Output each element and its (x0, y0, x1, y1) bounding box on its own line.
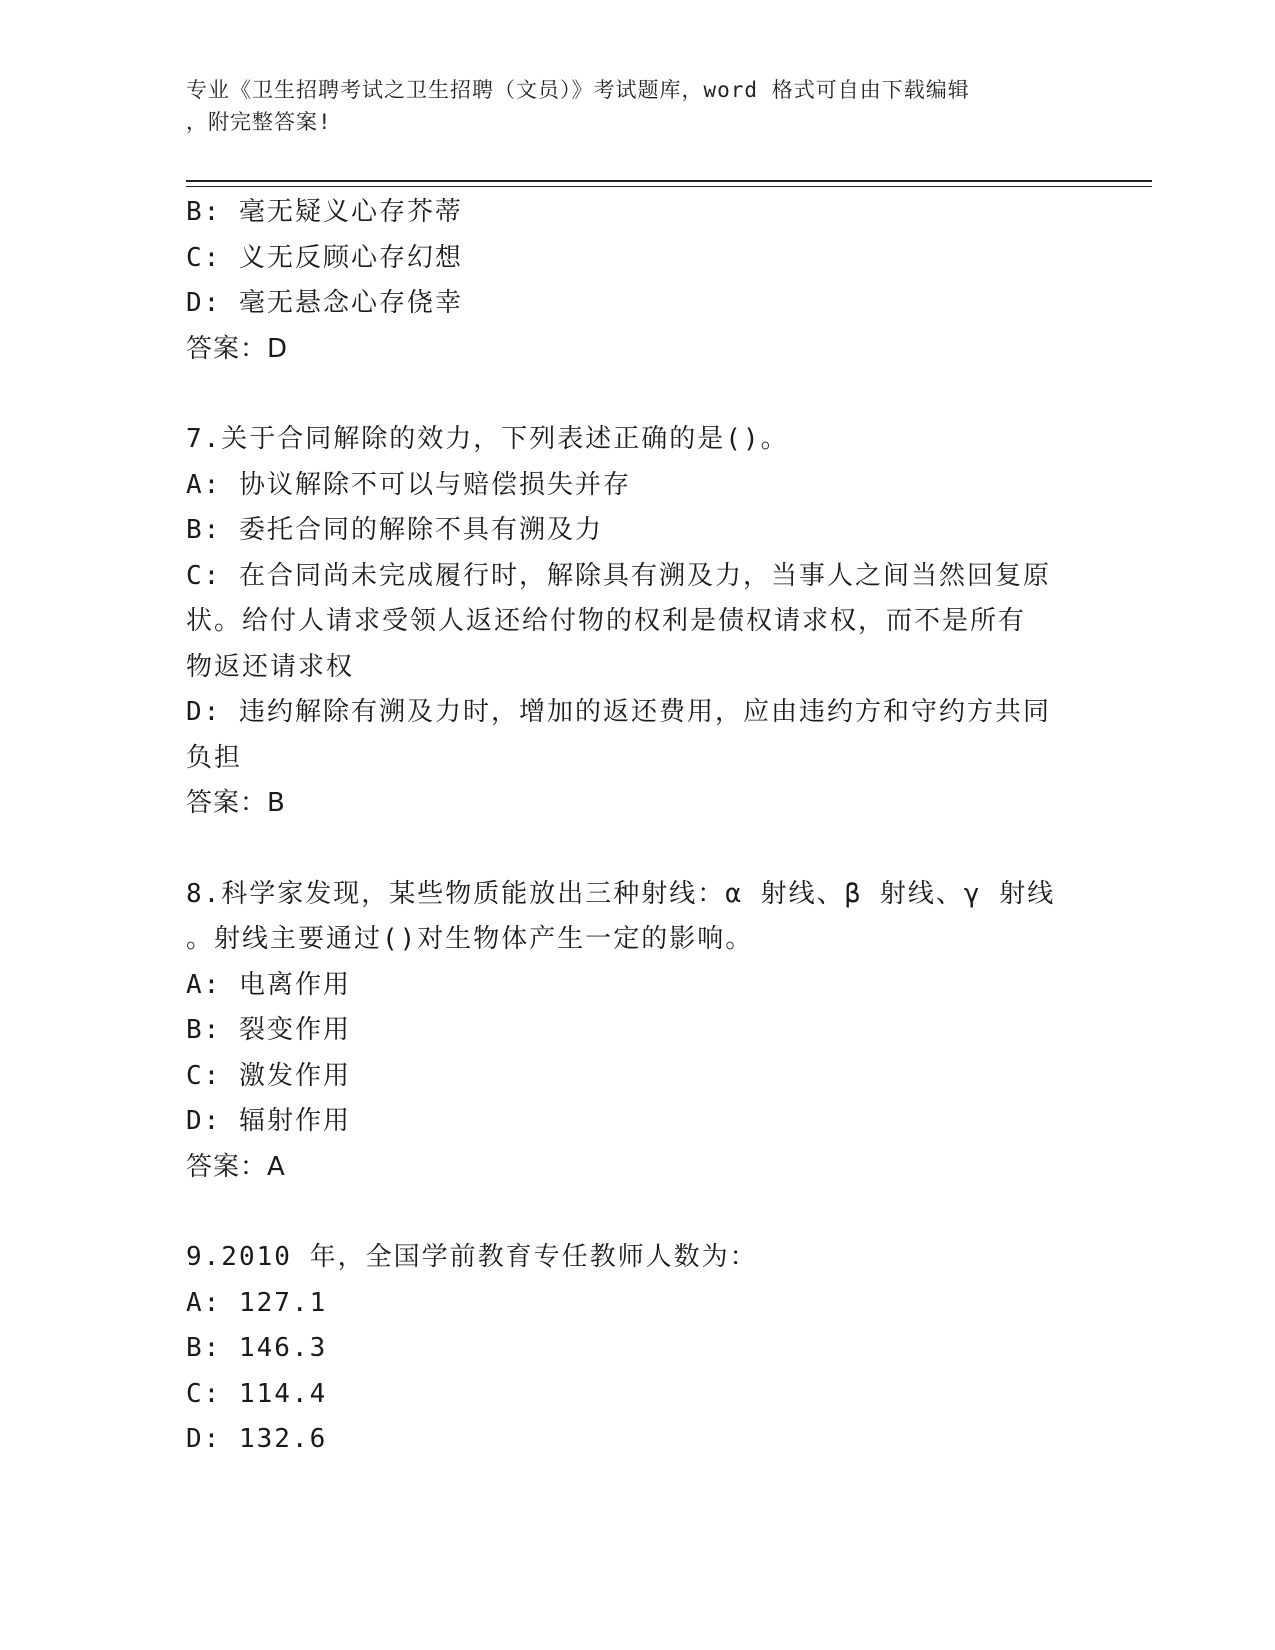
question-text-line-1: 8.科学家发现，某些物质能放出三种射线：α 射线、β 射线、γ 射线 (186, 878, 1056, 909)
question-8 (186, 872, 1086, 1191)
header-rule-thin (186, 186, 1152, 187)
option-c-line-1: C: 在合同尚未完成履行时，解除具有溯及力，当事人之间当然回复原 (186, 560, 1051, 591)
spacer (186, 827, 1086, 872)
answer: 答案：A (186, 1151, 286, 1182)
question-9 (186, 1235, 1086, 1463)
question-text: 9.2010 年，全国学前教育专任教师人数为： (186, 1242, 758, 1272)
document-header (186, 74, 1066, 138)
answer: 答案：B (186, 788, 286, 818)
option-b: B: 毫无疑义心存芥蒂 (186, 197, 463, 227)
option-a: A: 协议解除不可以与赔偿损失并存 (186, 469, 631, 500)
option-b: B: 146.3 (186, 1333, 328, 1363)
option-d: D: 辐射作用 (186, 1106, 351, 1136)
question-list (186, 190, 1086, 1463)
question-7 (186, 417, 1086, 827)
option-d-line-2: 负担 (186, 742, 243, 773)
header-line-2: ，附完整答案! (186, 110, 332, 134)
answer: 答案：D (186, 333, 289, 364)
option-a: A: 电离作用 (186, 969, 351, 1000)
option-c: C: 激发作用 (186, 1060, 351, 1091)
option-b: B: 委托合同的解除不具有溯及力 (186, 515, 603, 545)
option-d: D: 132.6 (186, 1424, 328, 1454)
option-b: B: 裂变作用 (186, 1015, 351, 1045)
spacer (186, 372, 1086, 417)
header-line-1: 专业《卫生招聘考试之卫生招聘（文员）》考试题库，word 格式可自由下载编辑 (186, 78, 970, 102)
option-a: A: 127.1 (186, 1287, 328, 1318)
question-text: 7.关于合同解除的效力，下列表述正确的是()。 (186, 424, 789, 454)
option-c: C: 114.4 (186, 1378, 328, 1409)
option-c-line-2: 状。给付人请求受领人返还给付物的权利是债权请求权，而不是所有 (186, 606, 1027, 636)
option-d: D: 毫无悬念心存侥幸 (186, 288, 463, 318)
spacer (186, 1190, 1086, 1235)
option-d-line-1: D: 违约解除有溯及力时，增加的返还费用，应由违约方和守约方共同 (186, 697, 1051, 727)
question-6 (186, 190, 1086, 372)
question-text-line-2: 。射线主要通过()对生物体产生一定的影响。 (186, 924, 754, 954)
option-c-line-3: 物返还请求权 (186, 651, 355, 682)
header-rule-thick (186, 180, 1152, 182)
option-c: C: 义无反顾心存幻想 (186, 242, 463, 273)
